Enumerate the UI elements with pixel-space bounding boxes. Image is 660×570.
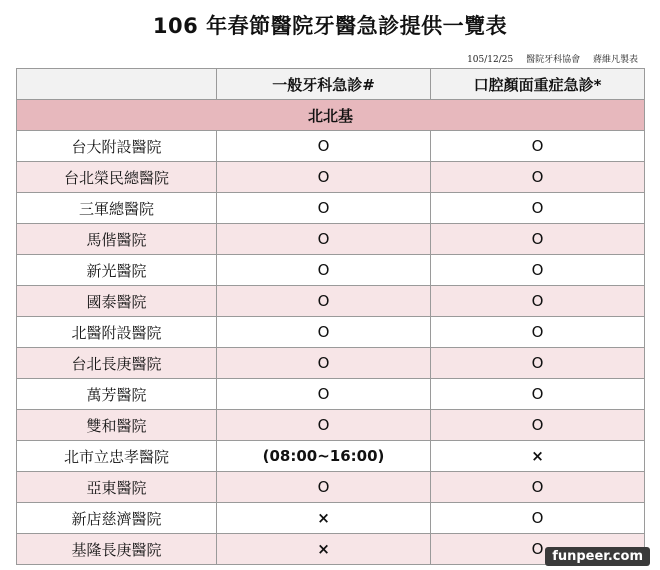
oral-severe-cell: O xyxy=(431,503,645,534)
table-row xyxy=(17,193,645,224)
general-dental-cell: O xyxy=(217,286,431,317)
hospital-name-cell: 新店慈濟醫院 xyxy=(17,503,217,534)
oral-severe-cell: O xyxy=(431,472,645,503)
hospital-name-cell: 台北榮民總醫院 xyxy=(17,162,217,193)
oral-severe-cell: × xyxy=(431,441,645,472)
header-hospital xyxy=(17,69,217,100)
oral-severe-cell: O xyxy=(431,317,645,348)
oral-severe-cell: O xyxy=(431,131,645,162)
region-row xyxy=(17,100,645,131)
general-dental-cell: O xyxy=(217,255,431,286)
page-title: 106 年春節醫院牙醫急診提供一覽表 xyxy=(152,14,508,38)
emergency-table xyxy=(16,68,645,565)
hospital-name-cell: 台大附設醫院 xyxy=(17,131,217,162)
table-row xyxy=(17,503,645,534)
general-dental-cell: O xyxy=(217,317,431,348)
general-dental-cell: O xyxy=(217,410,431,441)
hospital-name-cell: 台北長庚醫院 xyxy=(17,348,217,379)
hospital-name-cell: 北市立忠孝醫院 xyxy=(17,441,217,472)
hospital-name-cell: 國泰醫院 xyxy=(17,286,217,317)
table-row xyxy=(17,131,645,162)
meta-date: 105/12/25 xyxy=(467,55,514,65)
meta-org: 醫院牙科協會 xyxy=(526,55,581,65)
general-dental-cell: O xyxy=(217,162,431,193)
general-dental-cell: O xyxy=(217,193,431,224)
general-dental-cell: × xyxy=(217,503,431,534)
hospital-name-cell: 萬芳醫院 xyxy=(17,379,217,410)
oral-severe-cell: O xyxy=(431,255,645,286)
header-oral-severe: 口腔顏面重症急診* xyxy=(431,69,645,100)
hospital-name-cell: 亞東醫院 xyxy=(17,472,217,503)
table-row xyxy=(17,379,645,410)
watermark-badge: funpeer.com xyxy=(545,547,650,566)
oral-severe-cell: O xyxy=(431,162,645,193)
hospital-name-cell: 馬偕醫院 xyxy=(17,224,217,255)
general-dental-cell: O xyxy=(217,131,431,162)
hospital-name-cell: 新光醫院 xyxy=(17,255,217,286)
general-dental-cell: O xyxy=(217,379,431,410)
general-dental-cell: × xyxy=(217,534,431,565)
table-row xyxy=(17,441,645,472)
document-meta xyxy=(457,52,638,65)
oral-severe-cell: O xyxy=(431,410,645,441)
general-dental-cell: O xyxy=(217,472,431,503)
general-dental-cell: O xyxy=(217,348,431,379)
oral-severe-cell: O xyxy=(431,193,645,224)
hospital-name-cell: 北醫附設醫院 xyxy=(17,317,217,348)
hospital-name-cell: 三軍總醫院 xyxy=(17,193,217,224)
table-row xyxy=(17,162,645,193)
oral-severe-cell: O xyxy=(431,224,645,255)
table-row xyxy=(17,255,645,286)
hospital-name-cell: 雙和醫院 xyxy=(17,410,217,441)
table-row xyxy=(17,224,645,255)
hospital-name-cell: 基隆長庚醫院 xyxy=(17,534,217,565)
meta-author: 蔣維凡製表 xyxy=(592,55,638,65)
region-label: 北北基 xyxy=(17,100,645,131)
table-row xyxy=(17,410,645,441)
table-row xyxy=(17,286,645,317)
oral-severe-cell: O xyxy=(431,379,645,410)
header-general-dental: 一般牙科急診# xyxy=(217,69,431,100)
general-dental-cell: O xyxy=(217,224,431,255)
general-dental-cell: (08:00~16:00) xyxy=(217,441,431,472)
oral-severe-cell: O xyxy=(431,534,645,565)
oral-severe-cell: O xyxy=(431,348,645,379)
table-row xyxy=(17,348,645,379)
table-row xyxy=(17,472,645,503)
oral-severe-cell: O xyxy=(431,286,645,317)
table-row xyxy=(17,317,645,348)
table-header-row xyxy=(17,69,645,100)
